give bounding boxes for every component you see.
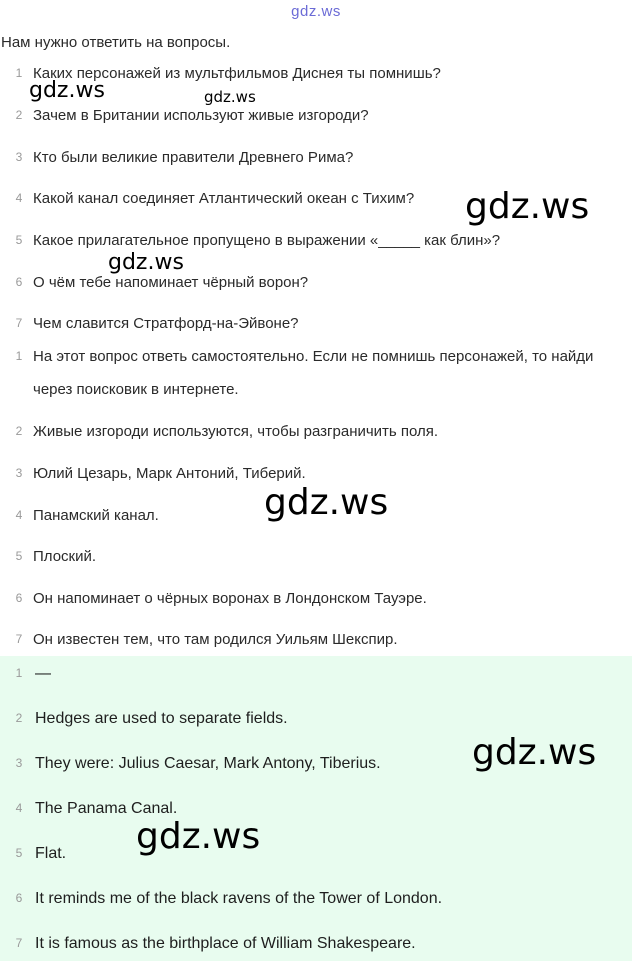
- item-text: It is famous as the birthplace of William Shakespeare.: [35, 935, 416, 952]
- item-number: 3: [15, 466, 23, 480]
- item-text: Он напоминает о чёрных воронах в Лондонском Тауэре.: [33, 590, 427, 607]
- item-text: It reminds me of the black ravens of the Tower of London.: [35, 890, 443, 907]
- item-number: 2: [15, 424, 23, 438]
- item-number: 5: [15, 846, 23, 860]
- item-number: 3: [15, 756, 23, 770]
- item-number: 3: [15, 150, 23, 164]
- item-number: 7: [15, 632, 23, 646]
- item-text: Flat.: [35, 845, 67, 862]
- item-text: Панамский канал.: [33, 507, 159, 524]
- item-number: 1: [15, 66, 23, 80]
- item-text: They were: Julius Caesar, Mark Antony, Tiberius.: [35, 755, 381, 772]
- item-number: 6: [15, 275, 23, 289]
- item-text: Кто были великие правители Древнего Рима?: [33, 149, 354, 166]
- item-text: Живые изгороди используются, чтобы разграничить поля.: [33, 423, 439, 440]
- item-text: Каких персонажей из мультфильмов Диснея ты помнишь?: [33, 65, 441, 82]
- item-text: О чём тебе напоминает чёрный ворон?: [33, 274, 309, 291]
- item-text: Он известен тем, что там родился Уильям Шекспир.: [33, 631, 398, 648]
- intro-text: Нам нужно ответить на вопросы.: [1, 34, 231, 51]
- item-text: Какое прилагательное пропущено в выражении «_____ как блин»?: [33, 232, 501, 249]
- item-number: 4: [15, 191, 23, 205]
- watermark: gdz.ws: [136, 816, 261, 857]
- item-number: 2: [15, 711, 23, 725]
- watermark: gdz.ws: [264, 482, 389, 523]
- item-text: Hedges are used to separate fields.: [35, 710, 288, 727]
- item-text: Чем славится Стратфорд-на-Эйвоне?: [33, 315, 299, 332]
- header-watermark: gdz.ws: [291, 3, 341, 20]
- item-number: 7: [15, 936, 23, 950]
- item-number: 1: [15, 349, 23, 363]
- item-number: 5: [15, 549, 23, 563]
- item-text: —: [35, 665, 51, 682]
- item-number: 6: [15, 591, 23, 605]
- item-number: 4: [15, 508, 23, 522]
- item-text: Плоский.: [33, 548, 97, 565]
- item-number: 2: [15, 108, 23, 122]
- watermark: gdz.ws: [204, 88, 256, 106]
- item-text: На этот вопрос ответь самостоятельно. Если не помнишь персонажей, то найди через поисковик в интернете.: [33, 348, 594, 398]
- item-number: 6: [15, 891, 23, 905]
- item-number: 5: [15, 233, 23, 247]
- item-number: 4: [15, 801, 23, 815]
- watermark: gdz.ws: [472, 732, 597, 773]
- item-text: Какой канал соединяет Атлантический океан с Тихим?: [33, 190, 415, 207]
- item-text: Зачем в Британии используют живые изгороди?: [33, 107, 369, 124]
- watermark: gdz.ws: [29, 78, 105, 103]
- watermark: gdz.ws: [465, 186, 590, 227]
- item-number: 1: [15, 666, 23, 680]
- item-text: The Panama Canal.: [35, 800, 178, 817]
- watermark: gdz.ws: [108, 250, 184, 275]
- item-text: Юлий Цезарь, Марк Антоний, Тиберий.: [33, 465, 306, 482]
- item-number: 7: [15, 316, 23, 330]
